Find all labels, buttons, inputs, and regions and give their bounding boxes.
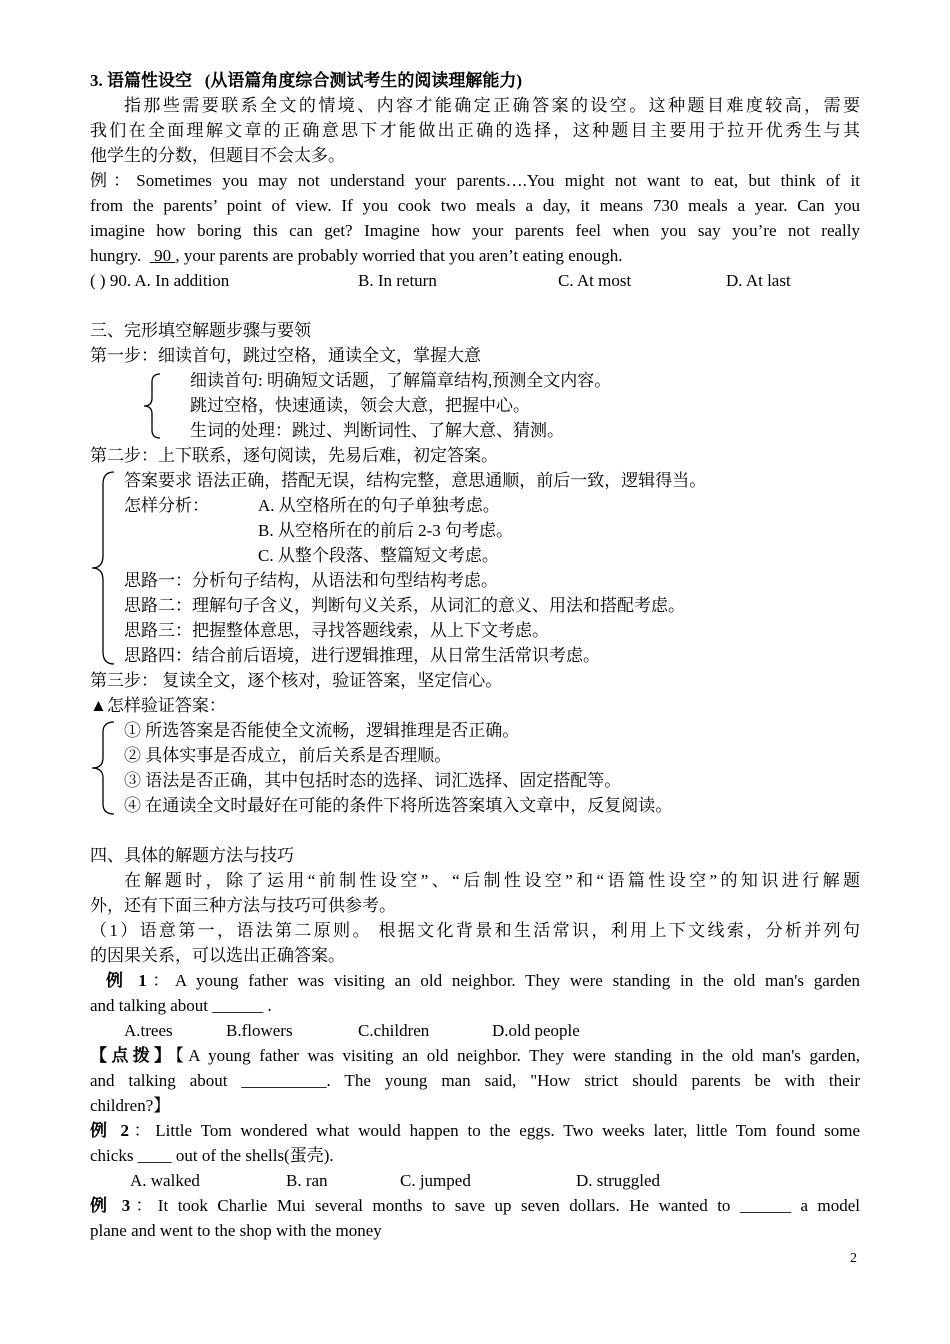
idea-item: 思路二：理解句子含义，判断句义关系，从词汇的意义、用法和搭配考虑。 <box>124 596 685 615</box>
step-1-item: 生词的处理：跳过、判断词性、了解大意、猜测。 <box>190 421 564 440</box>
option-c: C. jumped <box>400 1171 471 1190</box>
tip-line: children?】 <box>90 1096 171 1115</box>
paragraph-line: 他学生的分数，但题目不会太多。 <box>90 146 345 165</box>
example-3-line <box>90 1193 860 1218</box>
option-d: D.old people <box>492 1021 580 1040</box>
option-d: D. At last <box>726 271 791 290</box>
option-a: A. walked <box>130 1171 200 1190</box>
option-d: D. struggled <box>576 1171 661 1190</box>
example-3-label: 例 3 <box>90 1196 131 1215</box>
step-1-item: 跳过空格，快速通读，领会大意，把握中心。 <box>190 396 530 415</box>
example-line <box>90 243 860 268</box>
step-1-item: 细读首句: 明确短文话题，了解篇章结构,预测全文内容。 <box>190 371 612 390</box>
step-2: 第二步：上下联系，逐句阅读，先易后难，初定答案。 <box>90 446 498 465</box>
example-2-label: 例 2 <box>90 1121 129 1140</box>
step-1: 第一步：细读首句，跳过空格，通读全文，掌握大意 <box>90 346 481 365</box>
example-line: from the parents’ point of view. If you cook two meals a day, it means 730 meals a year. Can you <box>90 196 860 215</box>
brace-icon <box>90 720 116 816</box>
analysis-c: C. 从整个段落、整篇短文考虑。 <box>258 546 499 565</box>
verify-item: ④ 在通读全文时最好在可能的条件下将所选答案填入文章中，反复阅读。 <box>124 796 673 815</box>
tip-line: and talking about __________. The young man said, "How strict should parents be with their <box>90 1071 860 1090</box>
idea-item: 思路四：结合前后语境，进行逻辑推理，从日常生活常识考虑。 <box>124 646 600 665</box>
verify-item: ② 具体实事是否成立，前后关系是否理顺。 <box>124 746 452 765</box>
tip-line <box>90 1043 860 1068</box>
example-1-label: 例 1 <box>106 971 147 990</box>
idea-item: 思路一：分析句子结构，从语法和句型结构考虑。 <box>124 571 498 590</box>
option-a: ( ) 90. A. In addition <box>90 271 230 290</box>
paragraph-line: 我们在全面理解文章的正确意思下才能做出正确的选择，这种题目主要用于拉开优秀生与其 <box>90 121 860 140</box>
verify-item: ③ 语法是否正确，其中包括时态的选择、词汇选择、固定搭配等。 <box>124 771 622 790</box>
paragraph-line: 指那些需要联系全文的情境、内容才能确定正确答案的设空。这种题目难度较高，需要 <box>124 96 860 115</box>
brace-icon <box>90 470 116 666</box>
section-3-heading: 3. 语篇性设空 <box>90 71 192 90</box>
rule-line: 的因果关系，可以选出正确答案。 <box>90 946 345 965</box>
example-1-line: and talking about ______ . <box>90 996 272 1015</box>
question-90-options <box>90 268 860 293</box>
example-2-options <box>90 1168 860 1193</box>
analysis-label: 怎样分析： <box>124 496 209 515</box>
option-b: B. ran <box>286 1171 328 1190</box>
page-number: 2 <box>850 1251 857 1266</box>
analysis-b: B. 从空格所在的前后 2-3 句考虑。 <box>258 521 513 540</box>
verify-title: ▲怎样验证答案： <box>90 696 226 715</box>
idea-item: 思路三：把握整体意思，寻找答题线索，从上下文考虑。 <box>124 621 549 640</box>
option-c: C. At most <box>558 271 632 290</box>
step-3: 第三步： 复读全文，逐个核对，验证答案，坚定信心。 <box>90 671 503 690</box>
example-text: , your parents are probably worried that you aren’t eating enough. <box>175 246 623 265</box>
option-c: C.children <box>358 1021 430 1040</box>
analysis-line <box>90 493 860 518</box>
example-text: hungry. <box>90 246 142 265</box>
part-3-heading: 三、完形填空解题步骤与要领 <box>90 321 311 340</box>
example-line: 例：Sometimes you may not understand your parents….You might not want to eat, but think of it <box>90 171 860 190</box>
section-3-title <box>90 68 860 93</box>
verify-item: ① 所选答案是否能使全文流畅，逻辑推理是否正确。 <box>124 721 520 740</box>
analysis-a: A. 从空格所在的句子单独考虑。 <box>258 496 500 515</box>
step-1-group <box>90 368 860 443</box>
blank-90: 90 <box>149 246 176 265</box>
document-page <box>90 68 860 1243</box>
paragraph-line: 在解题时，除了运用“前制性设空”、“后制性设空”和“语篇性设空”的知识进行解题 <box>124 871 860 890</box>
option-b: B.flowers <box>226 1021 293 1040</box>
example-line: imagine how boring this can get? Imagine how your parents feel when you say you’re not really <box>90 221 860 240</box>
example-2-line: chicks ____ out of the shells(蛋壳). <box>90 1146 334 1165</box>
verify-group <box>90 718 860 818</box>
option-a: A.trees <box>124 1021 173 1040</box>
example-2-line <box>90 1118 860 1143</box>
section-3-note: (从语篇角度综合测试考生的阅读理解能力) <box>204 71 523 90</box>
paragraph-line: 外，还有下面三种方法与技巧可供参考。 <box>90 896 396 915</box>
tip-label: 【点拨】 <box>90 1046 176 1065</box>
part-4-heading: 四、具体的解题方法与技巧 <box>90 846 294 865</box>
example-1-options <box>90 1018 860 1043</box>
answer-requirement: 答案要求 语法正确，搭配无误，结构完整，意思通顺，前后一致，逻辑得当。 <box>124 471 707 490</box>
example-3-line: plane and went to the shop with the money <box>90 1221 382 1240</box>
rule-line: （1）语意第一，语法第二原则。 根据文化背景和生活常识，利用上下文线索，分析并列句 <box>90 921 860 940</box>
tip-text: 【A young father was visiting an old neighbor. They were standing in the old man's garden, <box>175 1046 861 1065</box>
brace-icon <box>142 372 162 440</box>
example-1-line <box>90 968 860 993</box>
example-3-text: ：It took Charlie Mui several months to save up seven dollars. He wanted to ______ a model <box>130 1196 861 1215</box>
step-2-group <box>90 468 860 668</box>
option-b: B. In return <box>358 271 437 290</box>
example-1-text: ：A young father was visiting an old neighbor. They were standing in the old man's garden <box>146 971 861 990</box>
example-2-text: ：Little Tom wondered what would happen to the eggs. Two weeks later, little Tom found some <box>129 1121 861 1140</box>
